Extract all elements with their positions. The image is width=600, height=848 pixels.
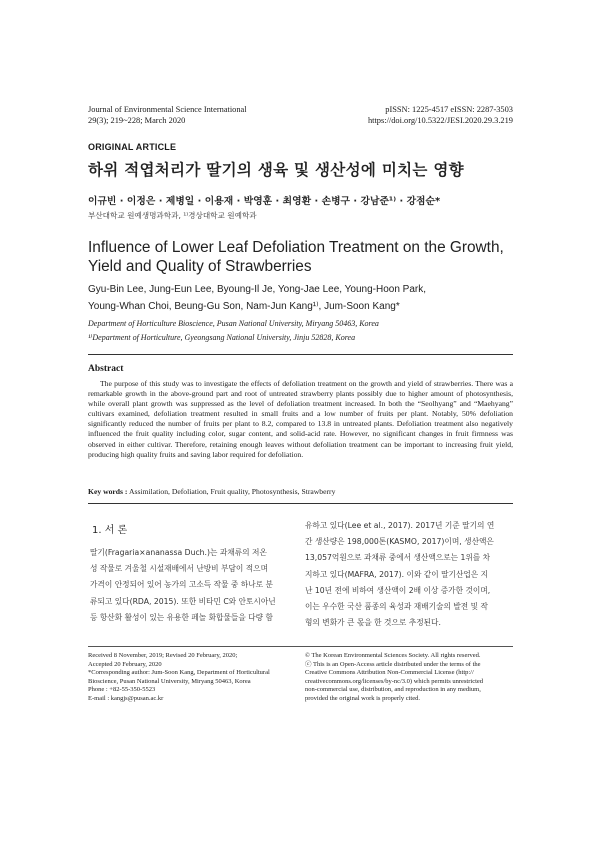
text-line: 이는 우수한 국산 품종의 육성과 재배기술의 발전 및 작	[305, 602, 488, 612]
text-line: 등 항산화 활성이 있는 유용한 페놀 화합물들을 다량 함	[90, 612, 273, 622]
footnote-line: Creative Commons Attribution Non-Commercial License (http://	[305, 669, 474, 677]
affiliation-line: Department of Horticulture Bioscience, Pusan National University, Miryang 50463, Korea	[88, 319, 379, 328]
title-english-line: Yield and Quality of Strawberries	[88, 258, 312, 275]
title-english	[88, 238, 528, 276]
footnote-received	[88, 652, 293, 704]
authors-english	[88, 281, 528, 315]
keywords	[88, 487, 513, 496]
footnote-line: Phone : +82-55-350-5523	[88, 686, 156, 694]
section-heading-introduction: 1. 서 론	[92, 525, 128, 536]
text-line: 간 생산량은 198,000톤(KASMO, 2017)이며, 생산액은	[305, 537, 494, 547]
footnote-line: © The Korean Environmental Sciences Society. All rights reserved.	[305, 652, 481, 659]
journal-name: Journal of Environmental Science International	[88, 105, 247, 114]
footnote-line: Received 8 November, 2019; Revised 20 February, 2020;	[88, 652, 238, 659]
title-korean: 하위 적엽처리가 딸기의 생육 및 생산성에 미치는 영향	[88, 161, 464, 179]
title-english-line: Influence of Lower Leaf Defoliation Treatment on the Growth,	[88, 239, 504, 256]
volume-info: 29(3); 219~228; March 2020	[88, 116, 186, 125]
authors-english-line: Young-Whan Choi, Beung-Gu Son, Nam-Jun Kang¹⁾, Jum-Soon Kang*	[88, 301, 400, 312]
affiliations-english	[88, 317, 528, 345]
footnote-line: provided the original work is properly cited.	[305, 694, 420, 702]
journal-citation	[88, 104, 247, 126]
abstract-text: The purpose of this study was to investigate the effects of defoliation treatment on the growth and yield of strawberries. There was a remarkable growth in the above-ground part and root of untreated strawberry plants possibly due to higher amount of photosynthesis, while overall plant growth was suppressed as the level of defoliation treatment increased. In both the “Seolhyang” and “Maehyang” cultivars examined, defoliation treatment resulted in small fruits and a low number of fruits per plant. Notably, 50% defoliation significantly reduced the number of fruits per plant to 8.2, compared to 13.8 in untreated plants. Defoliation treatment also negatively influenced the fruit quality including color, sugar content, and solid-acid rate. However, no significant changes in fruit firmness was observed in either cultivar. Therefore, retaining enough leaves without defoliation treatment can be important to increasing fruit yield, producing high quality fruits and saving labor required for defoliation.	[88, 379, 513, 459]
footnote-line: non-commercial use, distribution, and reproduction in any medium,	[305, 686, 481, 694]
footnote-line: ⓒ This is an Open-Access article distributed under the terms of the	[305, 660, 481, 668]
footnote-email[interactable]: E-mail : kangjs@pusan.ac.kr	[88, 694, 164, 702]
footnote-license	[305, 652, 513, 704]
affiliation-line: ¹⁾Department of Horticulture, Gyeongsang National University, Jinju 52828, Korea	[88, 333, 356, 342]
authors-english-line: Gyu-Bin Lee, Jung-Eun Lee, Byoung-Il Je, Yong-Jae Lee, Young-Hoon Park,	[88, 284, 427, 295]
intro-column-right	[305, 518, 512, 631]
abstract-heading: Abstract	[88, 364, 124, 374]
keywords-list: Assimilation, Defoliation, Fruit quality, Photosynthesis, Strawberry	[127, 487, 336, 496]
footnote-divider	[88, 646, 513, 647]
text-line: 유하고 있다(Lee et al., 2017). 2017년 기준 딸기의 연	[305, 521, 495, 530]
text-line: 류되고 있다(RDA, 2015). 또한 비타민 C와 안토시아닌	[90, 596, 276, 606]
text-line: 13,057억원으로 과채류 중에서 생산액으로는 1위를 차	[305, 553, 491, 563]
keywords-label: Key words :	[88, 487, 128, 496]
issn: pISSN: 1225-4517 eISSN: 2287-3503	[385, 105, 513, 114]
doi-link[interactable]: https://doi.org/10.5322/JESI.2020.29.3.219	[367, 116, 513, 125]
authors-korean: 이규빈 · 이정은 · 제병일 · 이용재 · 박영훈 · 최영환 · 손병구 · 강남준¹⁾ · 강점순*	[88, 196, 441, 207]
article-type: ORIGINAL ARTICLE	[88, 142, 177, 152]
text-line: 지하고 있다(MAFRA, 2017). 이와 같이 딸기산업은 지	[305, 569, 489, 579]
footnote-line: Bioscience, Pusan National University, Miryang 50463, Korea	[88, 677, 251, 685]
journal-identifiers	[368, 104, 513, 126]
divider	[88, 354, 513, 355]
footnote-line: creativecommons.org/licenses/by-nc/3.0) which permits unrestricted	[305, 677, 484, 685]
divider	[88, 503, 513, 504]
intro-column-left	[90, 545, 297, 626]
text-line: 딸기(Fragaria×ananassa Duch.)는 과채류의 저온	[90, 548, 267, 557]
text-line: 난 10년 전에 비하여 생산액이 2배 이상 증가한 것이며,	[305, 585, 491, 595]
text-line: 성 작물로 겨울철 시설재배에서 난방비 부담이 적으며	[90, 564, 269, 574]
footnote-line: *Corresponding author: Jum-Soon Kang, Department of Horticultural	[88, 669, 270, 677]
text-line: 형의 변화가 큰 몫을 한 것으로 추정된다.	[305, 618, 441, 628]
affiliation-korean: 부산대학교 원예생명과학과, ¹⁾경상대학교 원예학과	[88, 211, 257, 220]
footnote-line: Accepted 20 February, 2020	[88, 660, 162, 668]
text-line: 가격이 안정되어 있어 농가의 고소득 작물 중 하나로 분	[90, 580, 273, 590]
